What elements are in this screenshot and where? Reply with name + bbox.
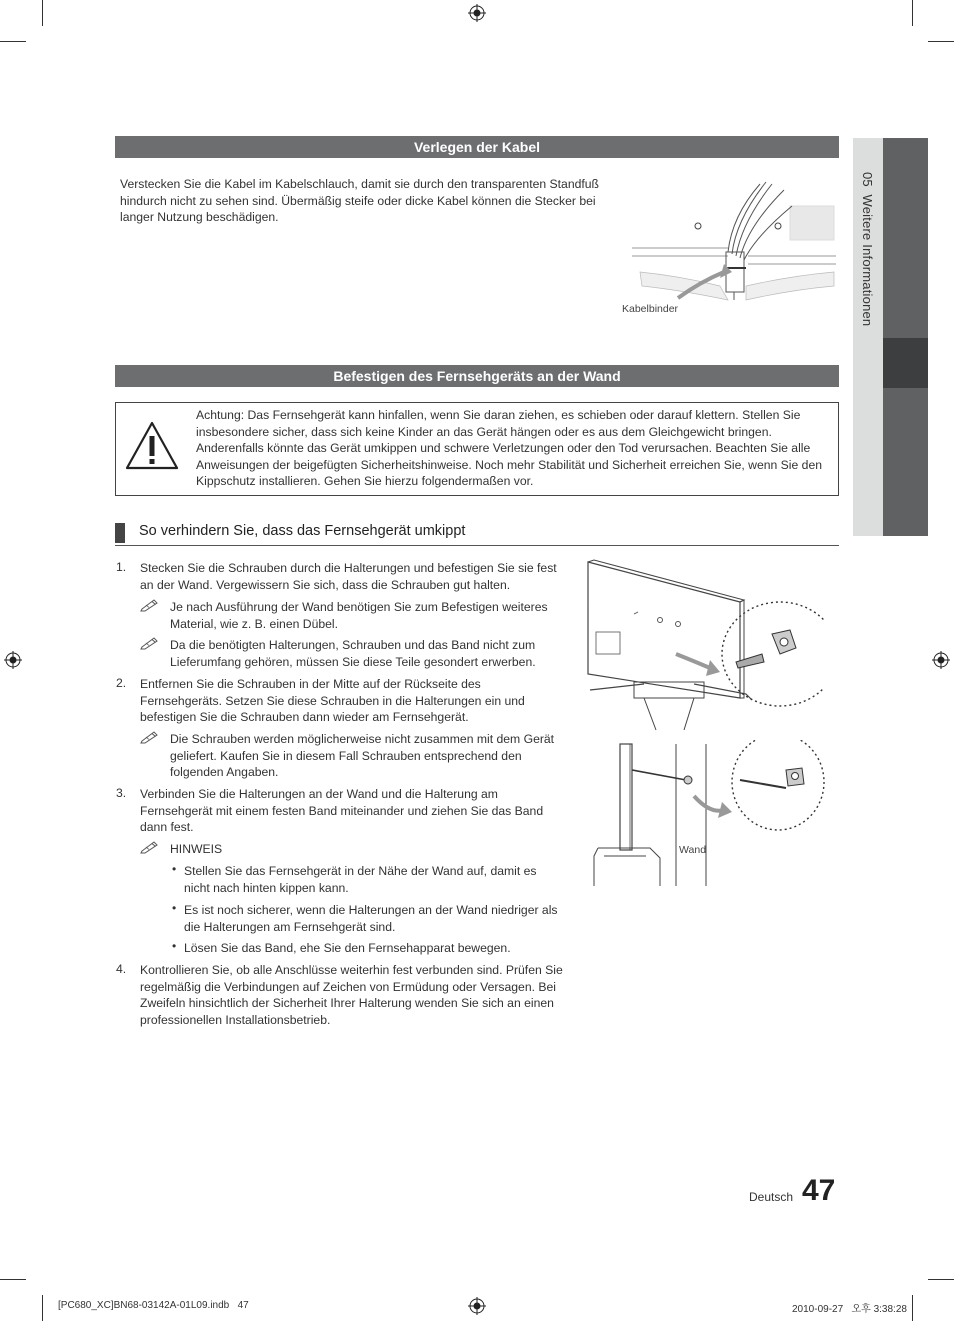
page-number: 47: [802, 1174, 836, 1207]
registration-mark-icon: [468, 1297, 486, 1315]
chapter-tab-active: [883, 338, 928, 388]
crop-mark: [0, 41, 26, 42]
section-heading-wall-mount: Befestigen des Fernsehgeräts an der Wand: [115, 365, 839, 387]
pencil-note-icon: [140, 598, 160, 612]
cable-figure: [620, 176, 840, 318]
pencil-note-icon: [140, 730, 160, 744]
crop-mark: [912, 0, 913, 26]
warning-body: : Das Fernsehgerät kann hinfallen, wenn Sie daran ziehen, es schieben oder darauf klettern. Stellen Sie insbesondere sicher, dass sich keine Kinder an das Gerät hängen oder es aus dem Gleichgewicht bringen. Anderenfalls könnte das Gerät umkippen und schwere Verletzungen oder den Tod verursachen. Beachten Sie alle Anweisungen der beigefügten Sicherheitshinweise. Noch mehr Stabilität und Sicherheit erreichen Sie, wenn Sie den Kippschutz installieren. Gehen Sie hierzu folgendermaßen vor.: [196, 408, 823, 489]
crop-mark: [912, 1295, 913, 1321]
step-number: 2.: [116, 676, 127, 690]
print-timestamp: 2010-09-27 오후 3:38:28: [792, 1304, 907, 1315]
bullet-dot: •: [172, 901, 177, 915]
warning-triangle-icon: [124, 420, 180, 472]
note-text: Die Schrauben werden möglicherweise nicht zusammen mit dem Gerät geliefert. Kaufen Sie in diesem Fall Schrauben entsprechend den folgenden Angaben.: [170, 732, 555, 780]
chapter-number: 05: [860, 172, 875, 187]
registration-mark-icon: [932, 651, 950, 669]
crop-mark: [0, 1279, 26, 1280]
pencil-note-icon: [140, 840, 160, 854]
bullet-dot: •: [172, 862, 177, 876]
cable-tie-label: Kabelbinder: [622, 303, 679, 315]
pencil-note-icon: [140, 636, 160, 650]
chapter-label: [860, 172, 875, 326]
bullet-dot: •: [172, 939, 177, 953]
chapter-tab-bar: [883, 388, 928, 536]
crop-mark: [928, 1279, 954, 1280]
subsection-heading: So verhindern Sie, dass das Fernsehgerät umkippt: [139, 523, 466, 539]
wall-figure: [590, 740, 830, 890]
note-text: Je nach Ausführung der Wand benötigen Sie zum Befestigen weiteres Material, wie z. B. einen Dübel.: [170, 600, 548, 631]
footer-language: Deutsch: [749, 1190, 794, 1204]
hint-bullet: Lösen Sie das Band, ehe Sie den Fernsehapparat bewegen.: [184, 941, 511, 955]
section-heading-cables: Verlegen der Kabel: [115, 136, 839, 158]
subsection-marker: [115, 523, 125, 543]
hint-label: HINWEIS: [170, 842, 223, 856]
cables-paragraph: Verstecken Sie die Kabel im Kabelschlauch, damit sie durch den transparenten Standfuß hindurch nicht zu sehen sind. Übermäßig steife oder dicke Kabel können die Stecker bei langer Nutzung beschädigen.: [120, 177, 599, 225]
warning-text: [196, 407, 828, 490]
warning-label: Achtung: [196, 408, 241, 422]
tv-back-figure: [584, 558, 824, 738]
crop-mark: [42, 1295, 43, 1321]
step-text: Verbinden Sie die Halterungen an der Wand und die Halterung am Fernsehgerät mit einem festen Band miteinander und ziehen Sie das Band dann fest.: [140, 787, 544, 835]
step-number: 4.: [116, 962, 127, 976]
hint-bullet: Stellen Sie das Fernsehgerät in der Nähe der Wand auf, damit es nicht nach hinten kippen kann.: [184, 864, 537, 895]
note-text: Da die benötigten Halterungen, Schrauben und das Band nicht zum Lieferumfang gehören, müssen Sie diese Teile gesondert erwerben.: [170, 638, 536, 669]
step-number: 1.: [116, 560, 127, 574]
wall-label: Wand: [679, 844, 707, 856]
subsection-rule: [115, 545, 839, 546]
chapter-tab-bar: [883, 138, 928, 338]
crop-mark: [42, 0, 43, 26]
step-text: Entfernen Sie die Schrauben in der Mitte auf der Rückseite des Fernsehgeräts. Setzen Sie diese Schrauben in die Halterungen ein und befestigen Sie die Schrauben dann wieder am Fernsehgerät.: [140, 677, 525, 725]
crop-mark: [928, 41, 954, 42]
hint-bullet: Es ist noch sicherer, wenn die Halterungen an der Wand niedriger als die Halterungen am Fernsehgerät sind.: [184, 903, 558, 934]
chapter-title: Weitere Informationen: [860, 194, 875, 327]
step-text: Kontrollieren Sie, ob alle Anschlüsse weiterhin fest verbunden sind. Prüfen Sie regelmäßig die Verbindungen auf Zeichen von Ermüdung oder Versagen. Bei Zweifeln hinsichtlich der Sicherheit Ihrer Halterung wenden Sie sich an einen professionellen Installationsbetrieb.: [140, 963, 563, 1027]
step-text: Stecken Sie die Schrauben durch die Halterungen und befestigen Sie sie fest an der Wand. Vergewissern Sie sich, dass die Schrauben gut halten.: [140, 561, 557, 592]
registration-mark-icon: [468, 4, 486, 22]
step-number: 3.: [116, 786, 127, 800]
registration-mark-icon: [4, 651, 22, 669]
file-info: [PC680_XC]BN68-03142A-01L09.indb 47: [58, 1300, 249, 1311]
